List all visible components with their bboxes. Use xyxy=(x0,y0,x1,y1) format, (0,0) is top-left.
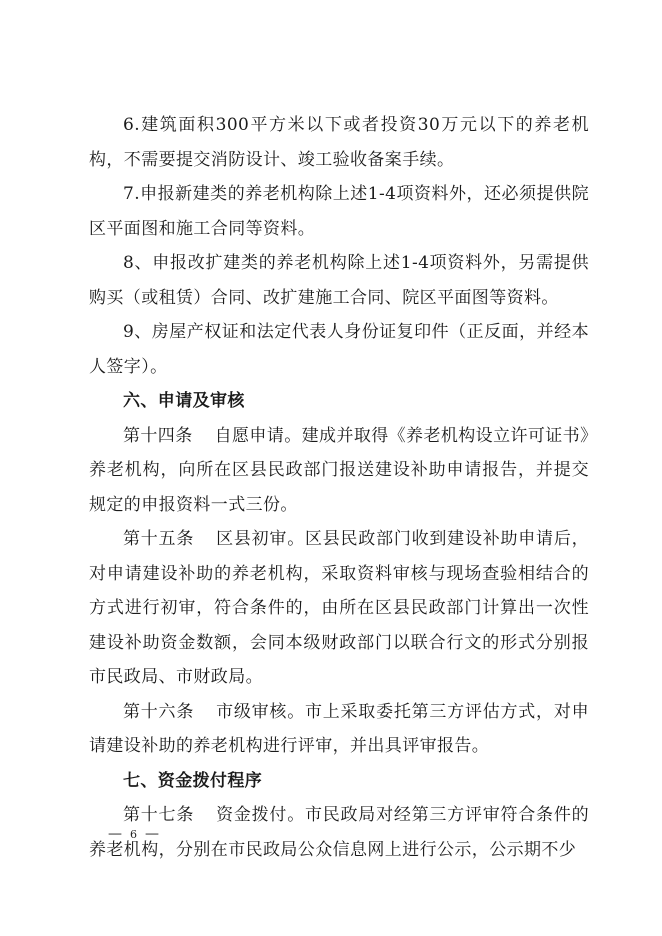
article-16 xyxy=(89,695,589,764)
article-17-label: 第十七条 xyxy=(123,805,195,825)
article-17 xyxy=(89,798,589,867)
paragraph-item-8: 8、申报改扩建类的养老机构除上述1-4项资料外，另需提供购买（或租赁）合同、改扩建施工合同、院区平面图等资料。 xyxy=(89,253,589,308)
paragraph-item-9: 9、房屋产权证和法定代表人身份证复印件（正反面，并经本人签字）。 xyxy=(89,322,589,377)
page-footer xyxy=(108,826,161,842)
article-15 xyxy=(89,522,589,695)
page-number: 6 xyxy=(130,828,139,841)
section-heading-6: 六、申请及审核 xyxy=(123,391,245,411)
paragraph-item-7: 7.申报新建类的养老机构除上述1-4项资料外，还必须提供院区平面图和施工合同等资料。 xyxy=(89,184,589,239)
footer-dash-right: — xyxy=(145,826,161,842)
article-15-text: 区县初审。区县民政部门收到建设补助申请后，对申请建设补助的养老机构，采取资料审核与现场查验相结合的方式进行初审，符合条件的，由所在区县民政部门计算出一次性建设补助资金数额，会同本级财政部门以联合行文的形式分别报市民政局、市财政局。 xyxy=(89,529,589,687)
article-16-label: 第十六条 xyxy=(123,701,195,722)
article-15-label: 第十五条 xyxy=(123,529,195,549)
paragraph-item-6: 6.建筑面积300平方米以下或者投资30万元以下的养老机构，不需要提交消防设计、竣工验收备案手续。 xyxy=(89,115,589,170)
article-14-label: 第十四条 xyxy=(123,425,193,446)
footer-dash-left: — xyxy=(108,826,124,842)
article-14 xyxy=(89,419,589,523)
article-16-text: 市级审核。市上采取委托第三方评估方式，对申请建设补助的养老机构进行评审，并出具评审报告。 xyxy=(89,701,589,756)
section-heading-7: 七、资金拨付程序 xyxy=(123,770,263,791)
document-body xyxy=(89,108,589,867)
article-14-text: 自愿申请。建成并取得《养老机构设立许可证书》养老机构，向所在区县民政部门报送建设补助申请报告，并提交规定的申报资料一式三份。 xyxy=(89,425,589,515)
article-17-text: 资金拨付。市民政局对经第三方评审符合条件的养老机构，分别在市民政局公众信息网上进行公示，公示期不少 xyxy=(89,805,589,860)
